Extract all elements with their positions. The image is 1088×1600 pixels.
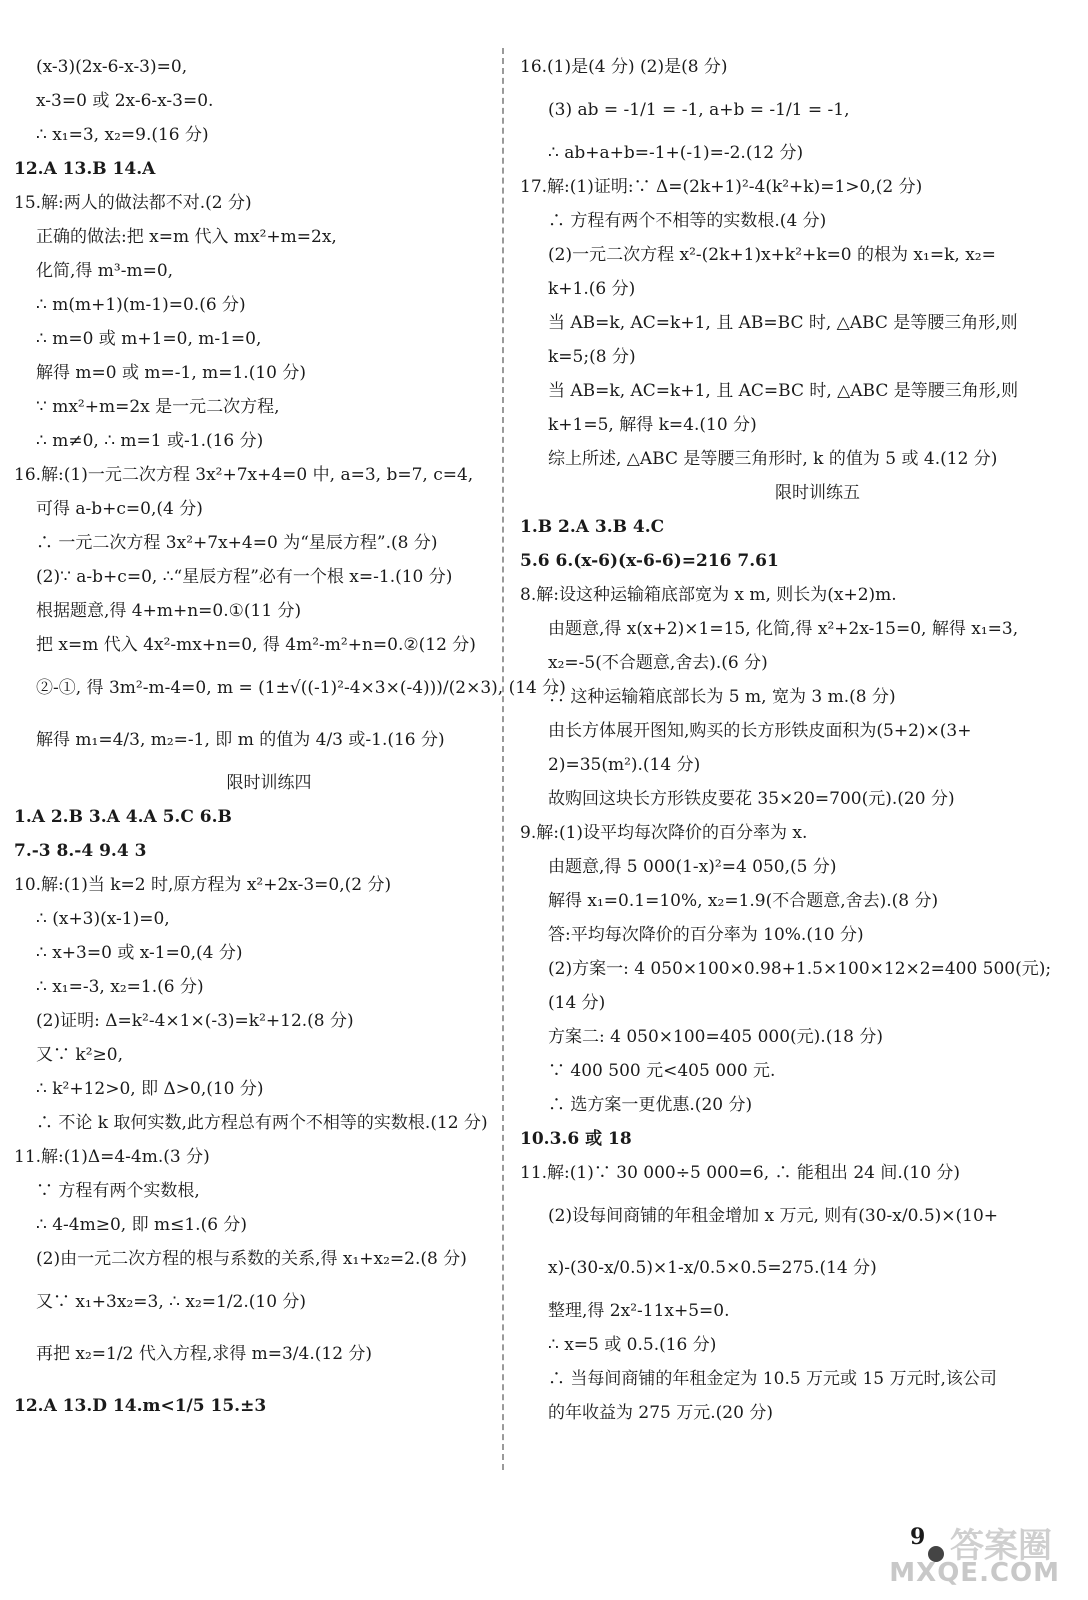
answer-line: 由题意,得 5 000(1-x)²=4 050,(5 分) [548, 857, 837, 877]
answer-line: x-3=0 或 2x-6-x-3=0. [36, 91, 214, 111]
answer-line: 12.A 13.D 14.m<1/5 15.±3 [14, 1396, 267, 1416]
answer-line: 解得 x₁=0.1=10%, x₂=1.9(不合题意,舍去).(8 分) [548, 891, 939, 911]
answer-line: ∴ 当每间商铺的年租金定为 10.5 万元或 15 万元时,该公司 [548, 1369, 997, 1389]
answer-line: 根据题意,得 4+m+n=0.①(11 分) [36, 601, 302, 621]
answer-line: (3) ab = -1/1 = -1, a+b = -1/1 = -1, [548, 100, 850, 120]
watermark-text: MXQE.COM [889, 1558, 1060, 1588]
answer-line: ∴ 方程有两个不相等的实数根.(4 分) [548, 211, 827, 231]
answer-line: ∴ 4-4m≥0, 即 m≤1.(6 分) [36, 1215, 248, 1235]
answer-line: 16.(1)是(4 分) (2)是(8 分) [520, 57, 728, 77]
answer-line: (2)∵ a-b+c=0, ∴“星辰方程”必有一个根 x=-1.(10 分) [36, 567, 453, 587]
left-column [14, 50, 566, 1432]
answer-line: 当 AB=k, AC=k+1, 且 AB=BC 时, △ABC 是等腰三角形,则 [548, 313, 1018, 333]
page-footer [889, 1518, 1060, 1588]
answer-line: ②-①, 得 3m²-m-4=0, m = (1±√((-1)²-4×3×(-4)))/(2×3), (14 分) [36, 678, 566, 698]
answer-line: k+1.(6 分) [548, 279, 636, 299]
answer-line: 10.3.6 或 18 [520, 1129, 632, 1149]
answer-line: 由题意,得 x(x+2)×1=15, 化简,得 x²+2x-15=0, 解得 x₁=3, [548, 619, 1019, 639]
answer-line: 又∵ k²≥0, [36, 1045, 123, 1065]
answer-line: 当 AB=k, AC=k+1, 且 AC=BC 时, △ABC 是等腰三角形,则 [548, 381, 1019, 401]
answer-line: (2)证明: Δ=k²-4×1×(-3)=k²+12.(8 分) [36, 1011, 354, 1031]
answer-line: (2)设每间商铺的年租金增加 x 万元, 则有(30-x/0.5)×(10+ [548, 1206, 999, 1226]
answer-line: 17.解:(1)证明:∵ Δ=(2k+1)²-4(k²+k)=1>0,(2 分) [520, 177, 923, 197]
answer-line: 由长方体展开图知,购买的长方形铁皮面积为(5+2)×(3+ [548, 721, 972, 741]
answer-line: 15.解:两人的做法都不对.(2 分) [14, 193, 252, 213]
answer-line: 16.解:(1)一元二次方程 3x²+7x+4=0 中, a=3, b=7, c=4, [14, 465, 474, 485]
answer-line: 12.A 13.B 14.A [14, 159, 156, 179]
answer-line: ∴ x+3=0 或 x-1=0,(4 分) [36, 943, 243, 963]
answer-line: ∴ m≠0, ∴ m=1 或-1.(16 分) [36, 431, 264, 451]
answer-line: 又∵ x₁+3x₂=3, ∴ x₂=1/2.(10 分) [36, 1292, 307, 1312]
answer-line: 把 x=m 代入 4x²-mx+n=0, 得 4m²-m²+n=0.②(12 分) [36, 635, 476, 655]
answer-line: 故购回这块长方形铁皮要花 35×20=700(元).(20 分) [548, 789, 955, 809]
answer-line: (2)方案一: 4 050×100×0.98+1.5×100×12×2=400 500(元); [548, 959, 1052, 979]
section-title: 限时训练五 [775, 483, 860, 503]
answer-line: 综上所述, △ABC 是等腰三角形时, k 的值为 5 或 4.(12 分) [548, 449, 998, 469]
answer-line: 9.解:(1)设平均每次降价的百分率为 x. [520, 823, 808, 843]
answer-line: ∵ 400 500 元<405 000 元. [548, 1061, 776, 1081]
column-divider [502, 48, 504, 1470]
answer-line: ∴ 这种运输箱底部长为 5 m, 宽为 3 m.(8 分) [548, 687, 896, 707]
answer-line: 10.解:(1)当 k=2 时,原方程为 x²+2x-3=0,(2 分) [14, 875, 392, 895]
watermark-logo: 答案圈 [950, 1526, 1052, 1566]
answer-line: (14 分) [548, 993, 606, 1013]
answer-line: 1.A 2.B 3.A 4.A 5.C 6.B [14, 807, 232, 827]
answer-line: (2)由一元二次方程的根与系数的关系,得 x₁+x₂=2.(8 分) [36, 1249, 467, 1269]
answer-line: (x-3)(2x-6-x-3)=0, [36, 57, 188, 77]
answer-line: x)-(30-x/0.5)×1-x/0.5×0.5=275.(14 分) [548, 1258, 877, 1278]
answer-line: 8.解:设这种运输箱底部宽为 x m, 则长为(x+2)m. [520, 585, 897, 605]
answer-line: 1.B 2.A 3.B 4.C [520, 517, 665, 537]
answer-line: ∴ ab+a+b=-1+(-1)=-2.(12 分) [548, 143, 804, 163]
answer-line: ∴ x=5 或 0.5.(16 分) [548, 1335, 717, 1355]
answer-line: ∵ mx²+m=2x 是一元二次方程, [36, 397, 280, 417]
answer-line: ∴ 选方案一更优惠.(20 分) [548, 1095, 753, 1115]
answer-line: (2)一元二次方程 x²-(2k+1)x+k²+k=0 的根为 x₁=k, x₂= [548, 245, 996, 265]
answer-line: 正确的做法:把 x=m 代入 mx²+m=2x, [36, 227, 337, 247]
answer-line: ∴ x₁=-3, x₂=1.(6 分) [36, 977, 204, 997]
answer-line: 再把 x₂=1/2 代入方程,求得 m=3/4.(12 分) [36, 1344, 373, 1364]
answer-line: 2)=35(m²).(14 分) [548, 755, 701, 775]
answer-line: 解得 m=0 或 m=-1, m=1.(10 分) [36, 363, 307, 383]
answer-line: k+1=5, 解得 k=4.(10 分) [548, 415, 757, 435]
answer-line: ∴ (x+3)(x-1)=0, [36, 909, 170, 929]
answer-line: 方案二: 4 050×100=405 000(元).(18 分) [548, 1027, 884, 1047]
section-title: 限时训练四 [226, 773, 312, 793]
answer-line: x₂=-5(不合题意,舍去).(6 分) [548, 653, 768, 673]
answer-line: 可得 a-b+c=0,(4 分) [36, 499, 203, 519]
answer-line: ∴ k²+12>0, 即 Δ>0,(10 分) [36, 1079, 264, 1099]
answer-line: 11.解:(1)∵ 30 000÷5 000=6, ∴ 能租出 24 间.(10 分) [520, 1163, 961, 1183]
page-number: 9 [910, 1524, 926, 1550]
answer-line: 的年收益为 275 万元.(20 分) [548, 1403, 773, 1423]
answer-line: ∴ 不论 k 取何实数,此方程总有两个不相等的实数根.(12 分) [36, 1113, 488, 1133]
answer-line: ∴ 一元二次方程 3x²+7x+4=0 为“星辰方程”.(8 分) [36, 533, 438, 553]
answer-line: 11.解:(1)Δ=4-4m.(3 分) [14, 1147, 210, 1167]
answer-line: ∵ 方程有两个实数根, [36, 1181, 200, 1201]
answer-line: ∴ m=0 或 m+1=0, m-1=0, [36, 329, 262, 349]
answer-line: ∴ x₁=3, x₂=9.(16 分) [36, 125, 209, 145]
answer-line: 整理,得 2x²-11x+5=0. [548, 1301, 730, 1321]
answer-line: 解得 m₁=4/3, m₂=-1, 即 m 的值为 4/3 或-1.(16 分) [36, 730, 445, 750]
answer-line: ∴ m(m+1)(m-1)=0.(6 分) [36, 295, 246, 315]
answer-line: 5.6 6.(x-6)(x-6-6)=216 7.61 [520, 551, 779, 571]
answer-line: 答:平均每次降价的百分率为 10%.(10 分) [548, 925, 864, 945]
answer-line: 化简,得 m³-m=0, [36, 261, 174, 281]
right-column [520, 50, 1075, 1430]
answer-line: k=5;(8 分) [548, 347, 636, 367]
answer-line: 7.-3 8.-4 9.4 3 [14, 841, 147, 861]
